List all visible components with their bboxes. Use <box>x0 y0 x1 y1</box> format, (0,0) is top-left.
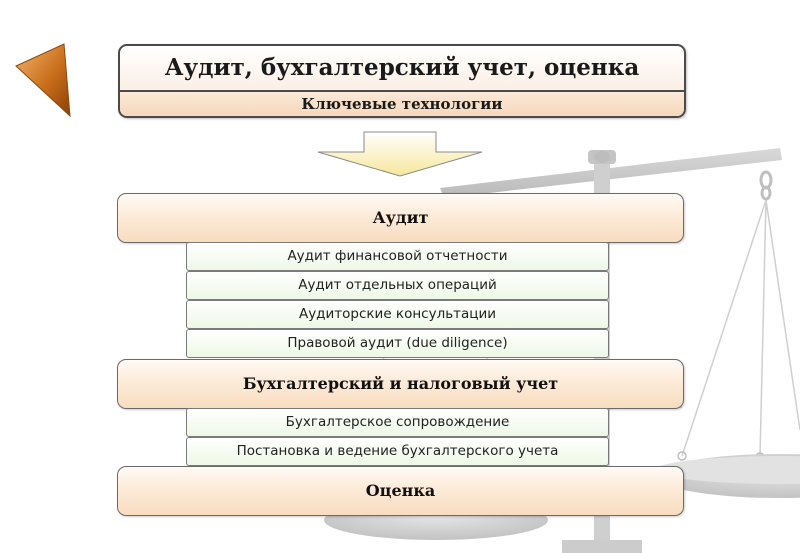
section-audit[interactable]: Аудит <box>117 193 684 243</box>
list-item[interactable]: Постановка и ведение бухгалтерского учета <box>186 437 609 466</box>
page-title: Аудит, бухгалтерский учет, оценка <box>120 46 684 92</box>
list-item[interactable]: Правовой аудит (due diligence) <box>186 329 609 358</box>
list-item[interactable]: Аудит отдельных операций <box>186 271 609 300</box>
back-triangle-icon[interactable] <box>14 42 74 118</box>
page-subtitle: Ключевые технологии <box>120 92 684 116</box>
down-arrow-icon <box>316 130 484 178</box>
section-accounting[interactable]: Бухгалтерский и налоговый учет <box>117 359 684 409</box>
list-item[interactable]: Аудиторские консультации <box>186 300 609 329</box>
section-valuation[interactable]: Оценка <box>117 466 684 516</box>
list-item[interactable]: Аудит финансовой отчетности <box>186 242 609 271</box>
title-box <box>118 44 686 118</box>
list-item[interactable]: Бухгалтерское сопровождение <box>186 408 609 437</box>
